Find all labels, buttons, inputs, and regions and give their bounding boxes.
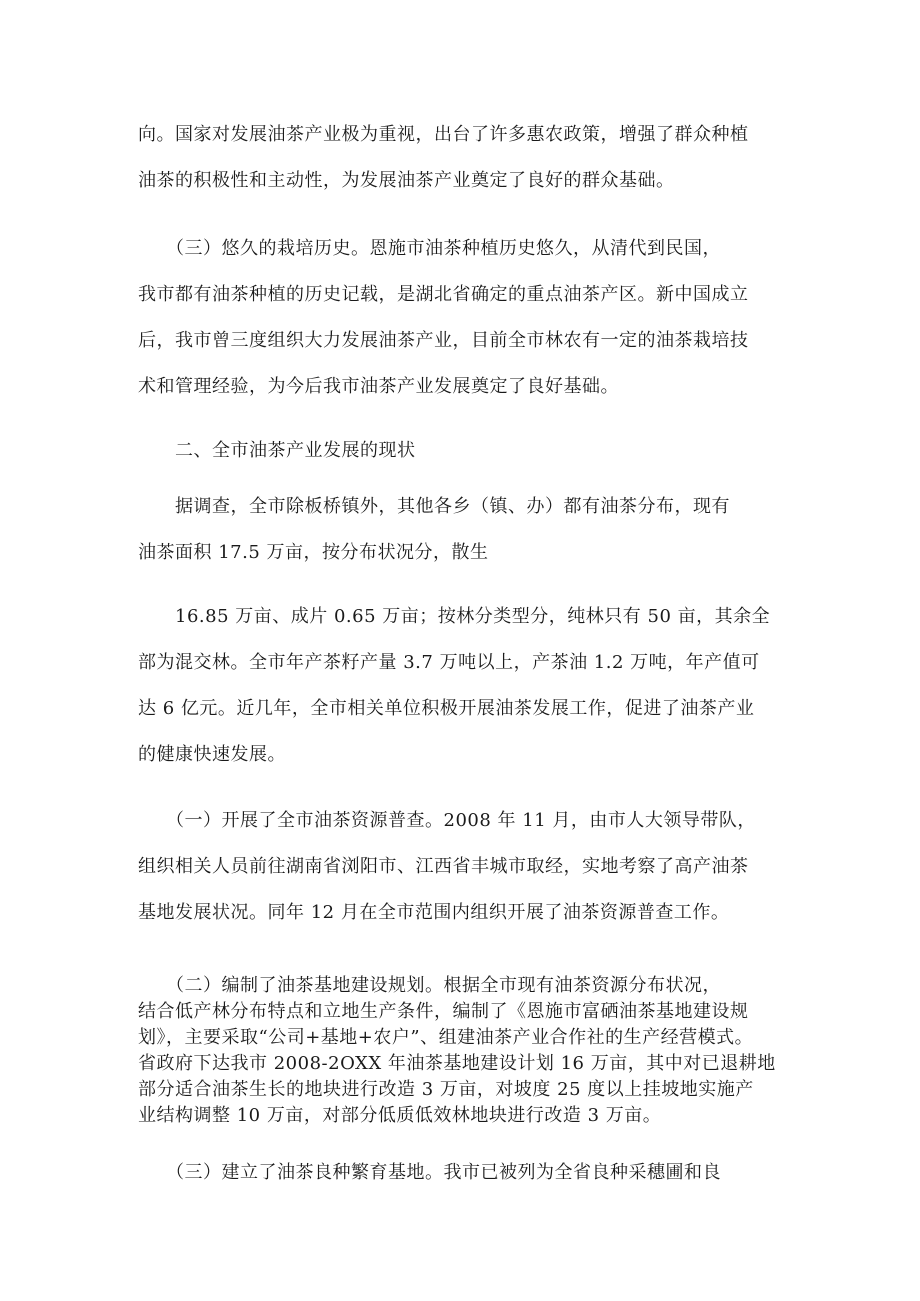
text-line: （三）悠久的栽培历史。恩施市油茶种植历史悠久，从清代到民国，: [138, 238, 721, 259]
text-line: 基地发展状况。同年 12 月在全市范围内组织开展了油茶资源普查工作。: [138, 902, 730, 923]
text-line: （一）开展了全市油茶资源普查。2008 年 11 月，由市人大领导带队，: [138, 810, 756, 831]
text-line: （二）编制了油茶基地建设规划。根据全市现有油茶资源分布状况，: [138, 975, 721, 996]
paragraph-3: [138, 484, 788, 576]
text-line: 二、全市油茶产业发展的现状: [138, 440, 416, 461]
text-line: 据调查，全市除板桥镇外，其他各乡（镇、办）都有油茶分布，现有: [138, 496, 730, 517]
paragraph-6: [138, 973, 788, 1129]
text-line: 组织相关人员前往湖南省浏阳市、江西省丰城市取经，实地考察了高产油茶: [138, 856, 749, 877]
text-line: 后，我市曾三度组织大力发展油茶产业，目前全市林农有一定的油茶栽培技: [138, 330, 749, 351]
text-line: 16.85 万亩、成片 0.65 万亩；按林分类型分，纯林只有 50 亩，其余全: [138, 606, 771, 627]
text-line: 术和管理经验，为今后我市油茶产业发展奠定了良好基础。: [138, 376, 619, 397]
text-line: 达 6 亿元。近几年，全市相关单位积极开展油茶发展工作，促进了油茶产业: [138, 698, 755, 719]
text-line: 油茶的积极性和主动性，为发展油茶产业奠定了良好的群众基础。: [138, 170, 675, 191]
text-line: 向。国家对发展油茶产业极为重视，出台了许多惠农政策，增强了群众种植: [138, 124, 749, 145]
text-line: 我市都有油茶种植的历史记载，是湖北省确定的重点油茶产区。新中国成立: [138, 284, 749, 305]
section-heading: [138, 428, 788, 474]
text-line: 部分适合油茶生长的地块进行改造 3 万亩，对坡度 25 度以上挂坡地实施产: [138, 1079, 754, 1100]
text-line: （三）建立了油茶良种繁育基地。我市已被列为全省良种采穗圃和良: [138, 1162, 721, 1183]
paragraph-5: [138, 798, 788, 936]
paragraph-1: [138, 112, 788, 204]
paragraph-2: [138, 226, 788, 410]
text-line: 省政府下达我市 2008-2OXX 年油茶基地建设计划 16 万亩，其中对已退耕地: [138, 1053, 776, 1074]
text-line: 划》，主要采取“公司+基地+农户”、组建油茶产业合作社的生产经营模式。: [138, 1027, 754, 1048]
text-line: 的健康快速发展。: [138, 744, 286, 765]
text-line: 业结构调整 10 万亩，对部分低质低效林地块进行改造 3 万亩。: [138, 1105, 662, 1126]
text-line: 部为混交林。全市年产茶籽产量 3.7 万吨以上，产茶油 1.2 万吨，年产值可: [138, 652, 760, 673]
text-line: 油茶面积 17.5 万亩，按分布状况分，散生: [138, 542, 489, 563]
paragraph-4: [138, 594, 788, 778]
paragraph-7: [138, 1150, 788, 1196]
text-line: 结合低产林分布特点和立地生产条件，编制了《恩施市富硒油茶基地建设规: [138, 1001, 749, 1022]
